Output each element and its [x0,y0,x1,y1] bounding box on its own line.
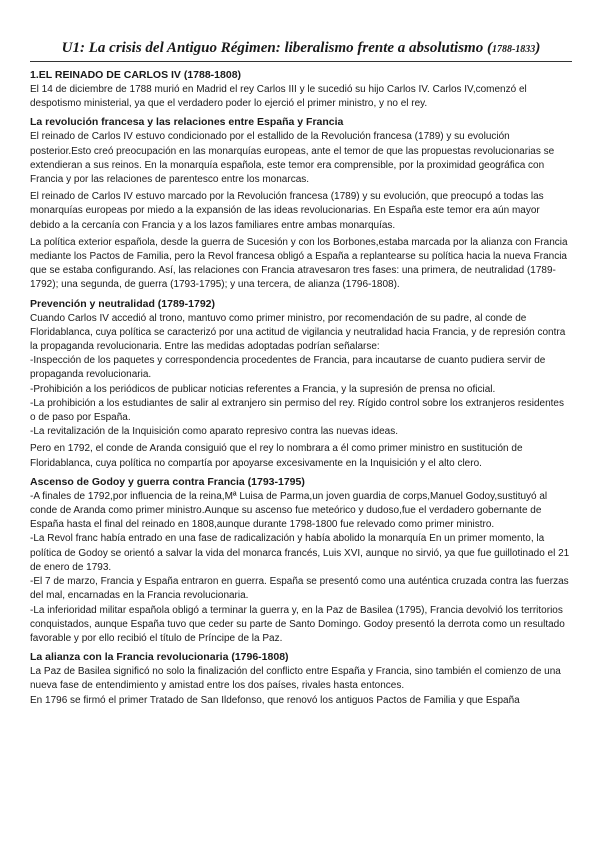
section-heading: La revolución francesa y las relaciones entre España y Francia [30,116,344,129]
section-godoy [30,475,572,646]
alianza-list [30,665,572,708]
paragraph: El 14 de diciembre de 1788 murió en Madrid el rey Carlos III y le sucedió su hijo Carlos IV. Carlos IV,comenzó el despotismo ministerial, ya que el verdadero poder lo ejerció el primer ministro, y no el rey. [30,84,527,110]
list-item: -Prohibición a los periódicos de publicar noticias referentes a Francia, y la supresión de prensa no oficial. [30,383,496,395]
paragraph: La política exterior española, desde la guerra de Sucesión y con los Borbones,estaba marcada por la alianza con Francia mediante los Pactos de Familia, pero la Revol francesa obligó a España a replantearse su política hacia la nueva Francia que se estaba configurando. Así, las relaciones con Francia atravesaron tres fases: una primera, de neutralidad (1789-1792); una segunda, de guerra (1793-1795); y una tercera, de alianza (1796-1808). [30,236,568,291]
document-title [30,40,572,57]
title-close: ) [535,40,541,56]
title-dates: 1788-1833 [491,44,536,55]
list-item: -La Revol franc había entrado en una fase de radicalización y había abolido la monarquía En un primer momento, la política de Godoy se orientó a salvar la vida del monarca francés, Luis XVI, aunque no sirvió, ya que fue guillotinado el 21 de enero de 1793. [30,533,570,573]
paragraph: Cuando Carlos IV accedió al trono, mantuvo como primer ministro, por recomendación de su padre, al conde de Floridablanca, cuya política se caracterizó por una actitud de vigilancia y neutralidad hacia Francia, y de represión contra la propaganda revolucionaria. Entre las medidas adoptadas podrían señalarse: [30,312,566,353]
list-item: -A finales de 1792,por influencia de la reina,Mª Luisa de Parma,un joven guardia de corps,Manuel Godoy,sustituyó al conde de Aranda como primer ministro.Aunque su ascenso fue meteórico y dudoso,fue el verdadero gobernante de España hasta el final del reinado en 1808,aunque durante 1798-1800 fue relevado como primer ministro. [30,490,548,531]
list-item: -El 7 de marzo, Francia y España entraron en guerra. España se presentó como una auténtica cruzada contra las fuerzas del mal, encarnadas en la Francia revolucionaria. [30,576,569,602]
paragraph: El reinado de Carlos IV estuvo condicionado por el estallido de la Revolución francesa (1789) y su evolución posterior.Esto creó preocupación en las monarquías europeas, ante el temor de que las propuestas revolucionarias se extendieran a sus reinos. En la monarquía española, este temor era comprensible, por la proximidad geográfica con Francia y por las relaciones de parentesco entre los monarcas. [30,131,555,186]
title-rule [30,61,572,62]
section-heading: Prevención y neutralidad (1789-1792) [30,297,215,310]
section-alianza [30,650,572,708]
list-item: En 1796 se firmó el primer Tratado de San Ildefonso, que renovó los antiguos Pactos de Familia y que España [30,694,520,706]
section-heading: 1.EL REINADO DE CARLOS IV (1788-1808) [30,69,242,81]
list-item: La Paz de Basilea significó no solo la finalización del conflicto entre España y Francia, sino también el comienzo de una nueva fase de entendimiento y amistad entre los dos países, rivales hasta entonces. [30,666,561,692]
godoy-list [30,490,572,646]
section-prevencion [30,297,572,471]
list-item: -La prohibición a los estudiantes de salir al extranjero sin permiso del rey. Rígido control sobre los extranjeros residentes o de paso por España. [30,397,564,424]
list-item: -Inspección de los paquetes y correspondencia procedentes de Francia, para incautarse de cuanto pudiera servir de propaganda revolucionaria. [30,355,546,381]
section-revolucion [30,115,572,292]
list-item: -La revitalización de la Inquisición como aparato represivo contra las nuevas ideas. [30,426,398,438]
list-item: -La inferioridad militar española obligó a terminar la guerra y, en la Paz de Basilea (1795), Francia devolvió los territorios conquistados, aunque España tuvo que ceder su parte de Santo Domingo. Godoy presentó la derrota como un resultado favorable y por ello recibió el título de Príncipe de la Paz. [30,604,565,644]
title-text: U1: La crisis del Antiguo Régimen: liberalismo frente a absolutismo ( [61,40,492,56]
section-heading: La alianza con la Francia revolucionaria (1796-1808) [30,651,289,664]
paragraph: El reinado de Carlos IV estuvo marcado por la Revolución francesa (1789) y su evolución, que preocupó a todas las monarquías europeas por miedo a la expansión de las ideas revolucionarias. En España este temor era aún mayor debido a la cercanía con Francia y a los lazos familiares entre ambas monarquías. [30,191,544,231]
measures-list [30,312,572,440]
section-reinado [30,68,572,111]
section-heading: Ascenso de Godoy y guerra contra Francia (1793-1795) [30,475,305,488]
paragraph: Pero en 1792, el conde de Aranda consiguió que el rey lo nombrara a él como primer ministro en sustitución de Floridablanca, cuya política no compartía por apoyarse excesivamente en la Inquisición y el alto clero. [30,443,523,469]
